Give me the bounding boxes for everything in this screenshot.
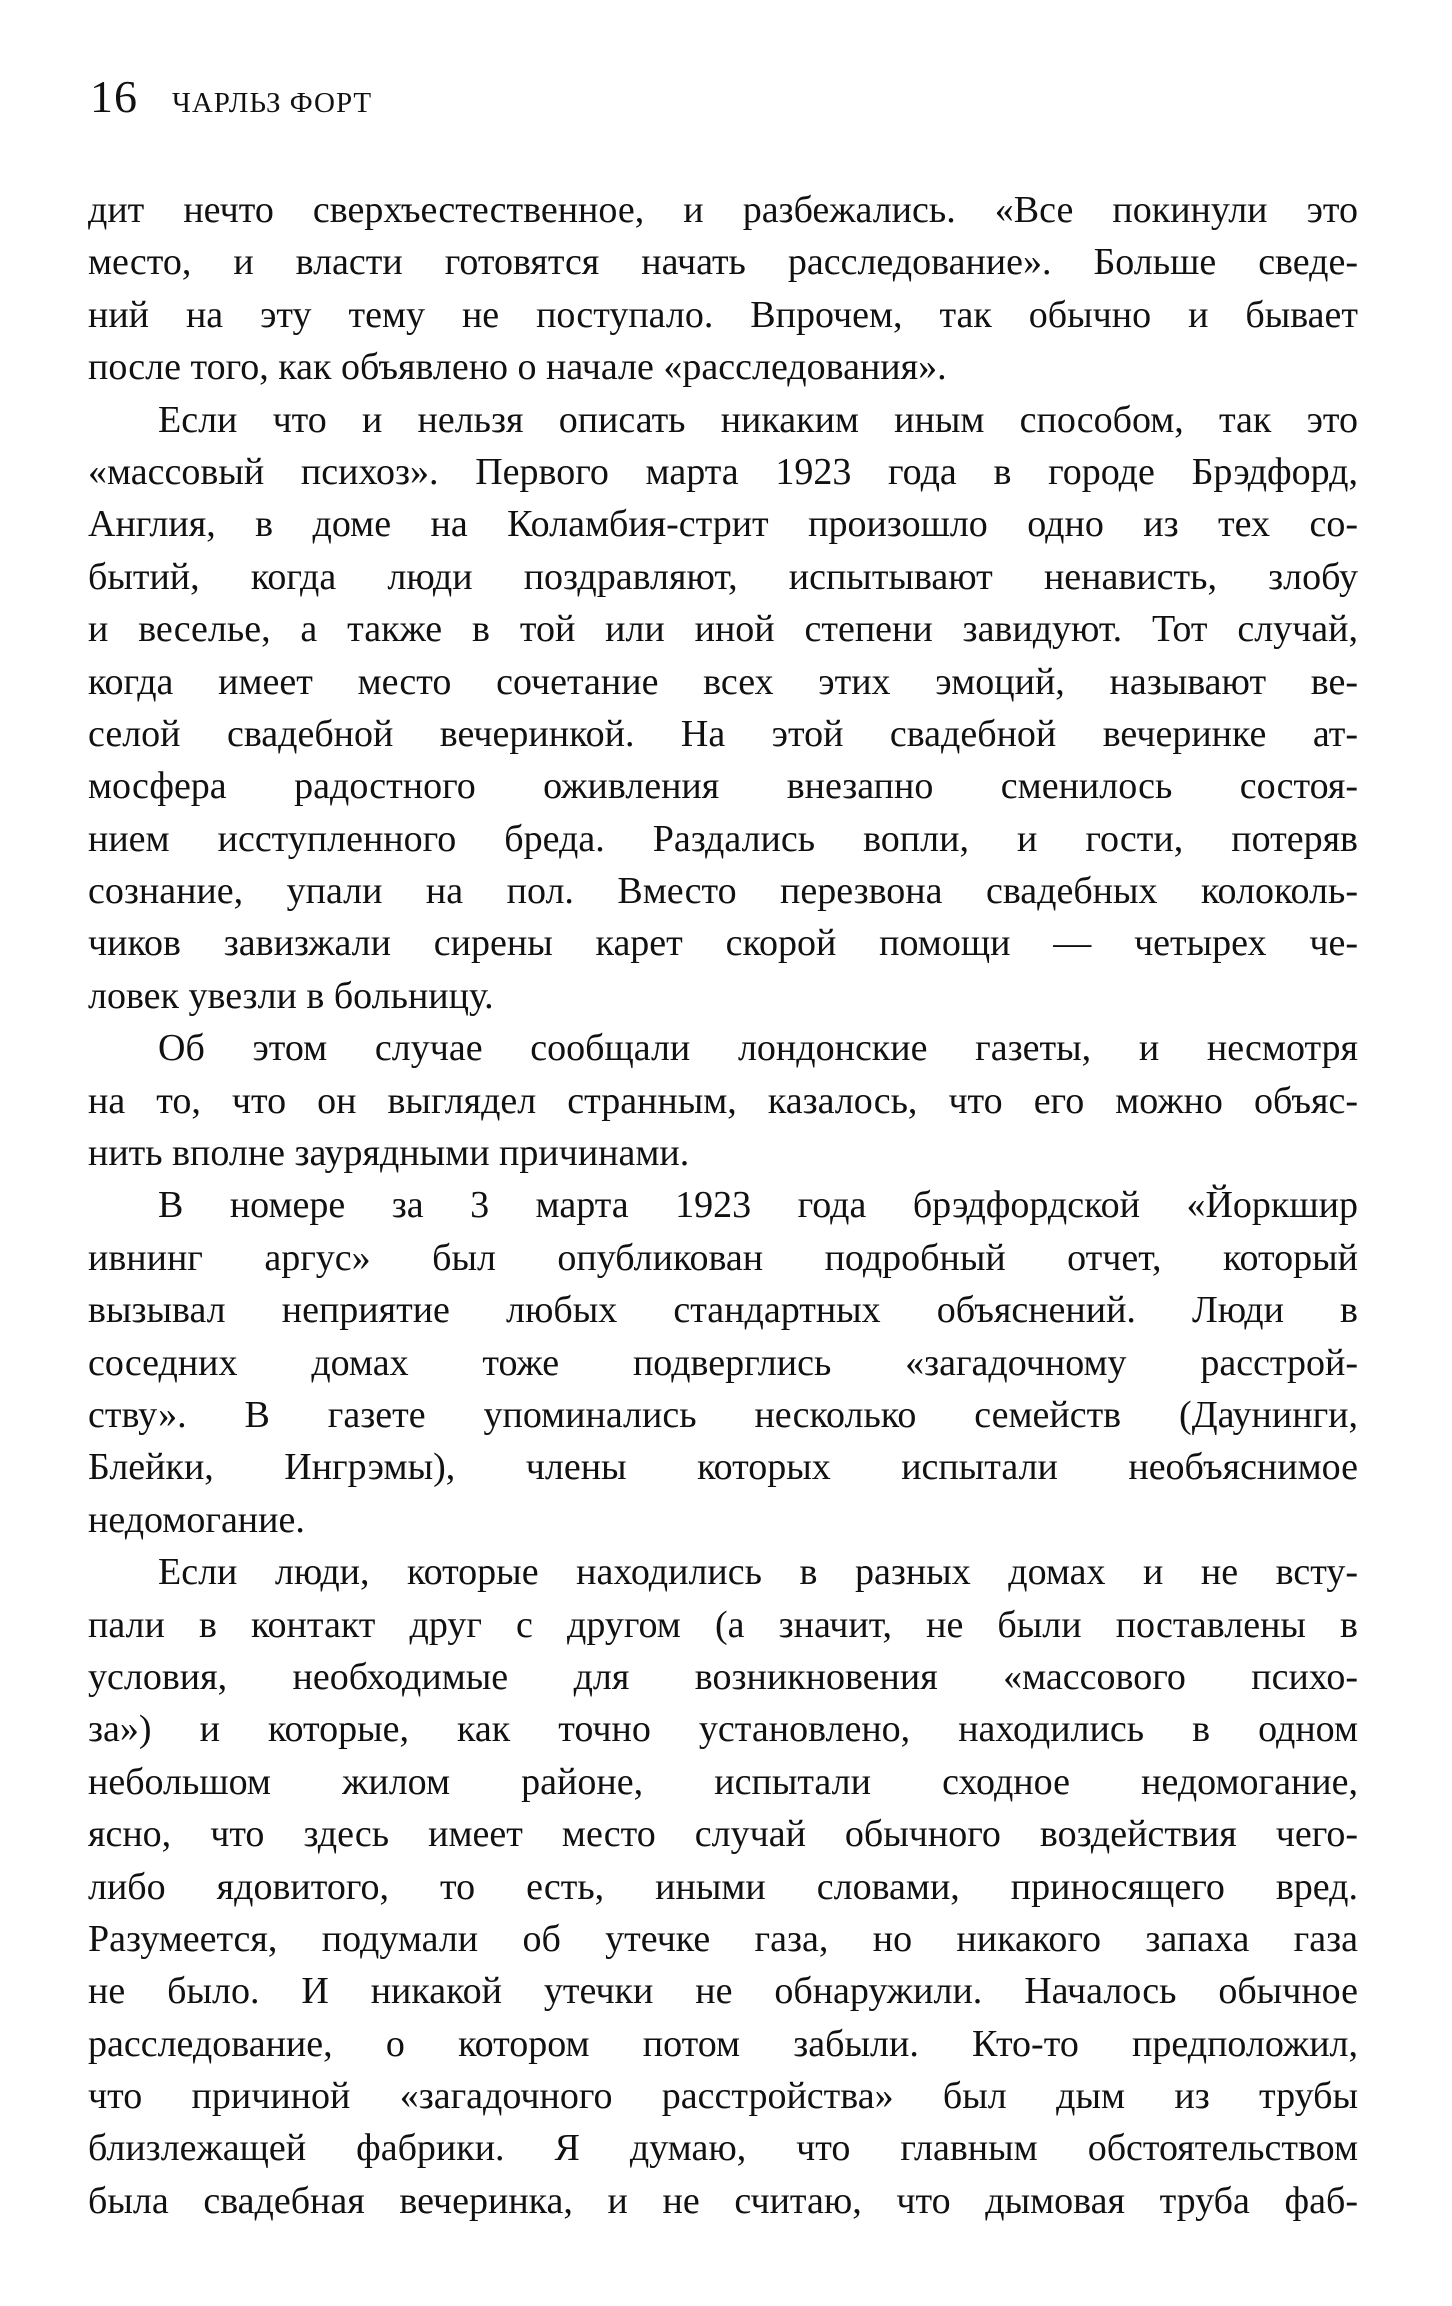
- text-line: ловек увезли в больницу.: [88, 974, 494, 1017]
- text-line: В номере за 3 марта 1923 года брэдфордской «Йоркшир: [158, 1184, 1358, 1227]
- text-line: Разумеется, подумали об утечке газа, но никакого запаха газа: [88, 1917, 1358, 1960]
- text-line: либо ядовитого, то есть, иными словами, приносящего вред.: [88, 1865, 1358, 1908]
- text-line: ний на эту тему не поступало. Впрочем, так обычно и бывает: [88, 293, 1358, 336]
- text-line: ясно, что здесь имеет место случай обычного воздействия чего-: [88, 1813, 1358, 1856]
- page-number: 16: [90, 71, 138, 122]
- text-line: когда имеет место сочетание всех этих эмоций, называют ве-: [88, 660, 1358, 703]
- text-line: Если что и нельзя описать никаким иным способом, так это: [158, 398, 1358, 441]
- text-line: небольшом жилом районе, испытали сходное недомогание,: [88, 1760, 1358, 1803]
- text-line: что причиной «загадочного расстройства» был дым из трубы: [88, 2075, 1358, 2118]
- text-line: недомогание.: [88, 1498, 305, 1541]
- text-line: за») и которые, как точно установлено, находились в одном: [88, 1708, 1358, 1751]
- running-head-author: ЧАРЛЬЗ ФОРТ: [172, 87, 373, 119]
- text-line: не было. И никакой утечки не обнаружили. Началось обычное: [88, 1970, 1358, 2013]
- text-line: селой свадебной вечеринкой. На этой свадебной вечеринке ат-: [88, 712, 1358, 755]
- text-line: и веселье, а также в той или иной степени завидуют. Тот случай,: [88, 608, 1358, 651]
- text-line: чиков завизжали сирены карет скорой помощи — четырех че-: [88, 922, 1358, 965]
- text-line: место, и власти готовятся начать расследование». Больше сведе-: [88, 241, 1358, 284]
- text-line: на то, что он выглядел странным, казалось, что его можно объяс-: [88, 1079, 1358, 1122]
- text-line: пали в контакт друг с другом (а значит, не были поставлены в: [88, 1603, 1358, 1646]
- text-line: мосфера радостного оживления внезапно сменилось состоя-: [88, 765, 1358, 808]
- body-text: [88, 184, 1358, 2227]
- text-line: сознание, упали на пол. Вместо перезвона свадебных колоколь-: [88, 870, 1358, 913]
- text-line: вызывал неприятие любых стандартных объяснений. Люди в: [88, 1289, 1358, 1332]
- text-line: после того, как объявлено о начале «расследования».: [88, 346, 947, 389]
- text-line: была свадебная вечеринка, и не считаю, что дымовая труба фаб-: [88, 2179, 1358, 2222]
- text-line: «массовый психоз». Первого марта 1923 года в городе Брэдфорд,: [88, 450, 1358, 493]
- text-line: бытий, когда люди поздравляют, испытывают ненависть, злобу: [88, 555, 1358, 598]
- text-line: Блейки, Ингрэмы), члены которых испытали необъяснимое: [88, 1446, 1358, 1489]
- text-line: дит нечто сверхъестественное, и разбежались. «Все покинули это: [88, 189, 1358, 231]
- text-line: близлежащей фабрики. Я думаю, что главным обстоятельством: [88, 2127, 1358, 2170]
- text-line: ству». В газете упоминались несколько семейств (Даунинги,: [88, 1393, 1358, 1436]
- text-line: расследование, о котором потом забыли. Кто-то предположил,: [88, 2022, 1358, 2065]
- text-line: Об этом случае сообщали лондонские газеты, и несмотря: [158, 1027, 1358, 1070]
- text-line: Англия, в доме на Коламбия-стрит произошло одно из тех со-: [88, 503, 1358, 546]
- text-line: Если люди, которые находились в разных домах и не всту-: [158, 1551, 1358, 1594]
- running-head: [90, 70, 372, 130]
- text-line: соседних домах тоже подверглись «загадочному расстрой-: [88, 1341, 1358, 1384]
- text-line: ивнинг аргус» был опубликован подробный отчет, который: [88, 1236, 1358, 1279]
- text-line: нием исступленного бреда. Раздались вопли, и гости, потеряв: [88, 817, 1358, 860]
- text-line: условия, необходимые для возникновения «массового психо-: [88, 1655, 1358, 1698]
- text-line: нить вполне заурядными причинами.: [88, 1132, 690, 1175]
